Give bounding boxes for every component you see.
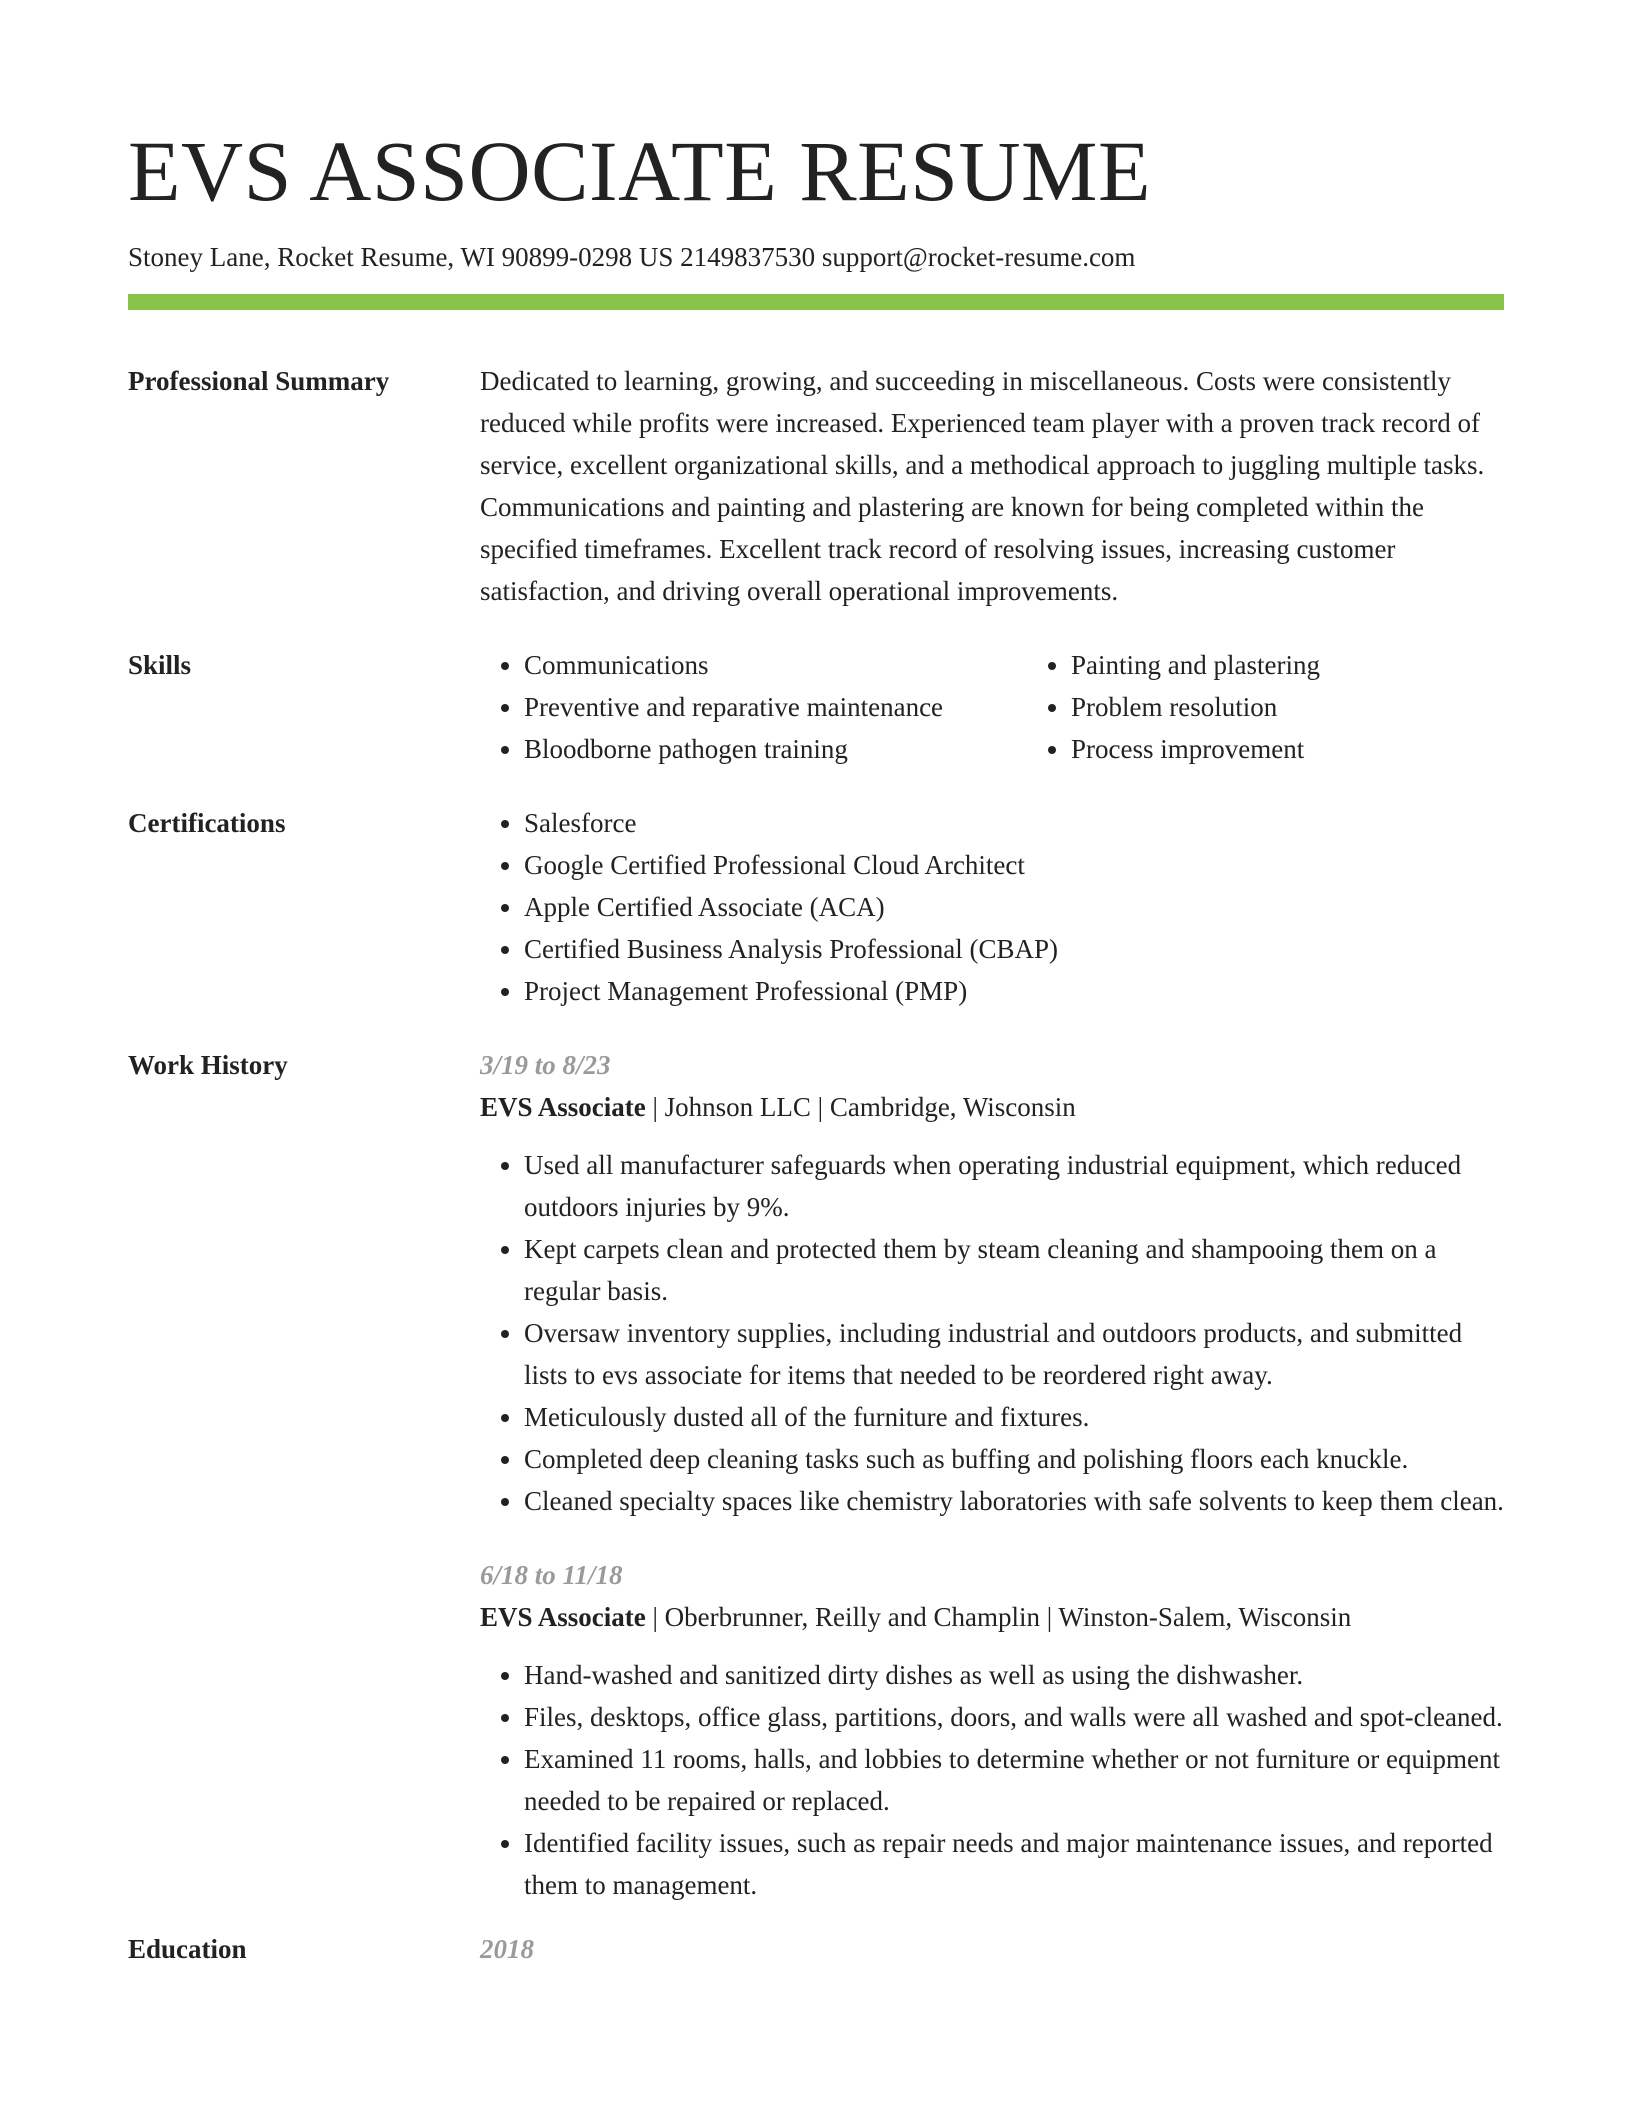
job-bullet: • Meticulously dusted all of the furniture and fixtures. [524, 1396, 1504, 1438]
job-title: EVS Associate [480, 1092, 646, 1122]
accent-divider [128, 294, 1504, 310]
skill-item: • Problem resolution [1071, 686, 1320, 728]
job-bullet: • Files, desktops, office glass, partitions, doors, and walls were all washed and spot-cleaned. [524, 1696, 1504, 1738]
certifications-list [480, 802, 1504, 1012]
work-history-section [128, 1044, 1504, 1906]
job-details: | Oberbrunner, Reilly and Champlin | Winston-Salem, Wisconsin [645, 1602, 1352, 1632]
certification-item: • Google Certified Professional Cloud Architect [524, 844, 1504, 886]
section-label-work-history: Work History [128, 1050, 288, 1080]
skills-list-left [480, 644, 1027, 770]
job-bullets [480, 1654, 1504, 1906]
job-entry [480, 1044, 1504, 1522]
skill-item: • Bloodborne pathogen training [524, 728, 1027, 770]
job-bullet: • Cleaned specialty spaces like chemistry laboratories with safe solvents to keep them clean. [524, 1480, 1504, 1522]
job-bullet: • Used all manufacturer safeguards when operating industrial equipment, which reduced outdoors injuries by 9%. [524, 1144, 1504, 1228]
skills-section [128, 644, 1504, 770]
resume-page [128, 0, 1504, 1970]
resume-title: EVS ASSOCIATE RESUME [128, 123, 1152, 219]
education-section [128, 1928, 1504, 1970]
section-label-certifications: Certifications [128, 808, 286, 838]
job-bullet: • Examined 11 rooms, halls, and lobbies to determine whether or not furniture or equipment needed to be repaired or replaced. [524, 1738, 1504, 1822]
job-details: | Johnson LLC | Cambridge, Wisconsin [645, 1092, 1076, 1122]
certification-item: • Project Management Professional (PMP) [524, 970, 1504, 1012]
skills-list-right [1027, 644, 1320, 770]
certification-item: • Certified Business Analysis Professional (CBAP) [524, 928, 1504, 970]
education-year: 2018 [480, 1934, 534, 1964]
section-label-education: Education [128, 1934, 247, 1964]
skill-item: • Painting and plastering [1071, 644, 1320, 686]
job-bullets [480, 1144, 1504, 1522]
certification-item: • Apple Certified Associate (ACA) [524, 886, 1504, 928]
section-label-skills: Skills [128, 650, 192, 680]
section-label-summary: Professional Summary [128, 366, 390, 396]
job-dates: 6/18 to 11/18 [480, 1560, 623, 1590]
job-title: EVS Associate [480, 1602, 646, 1632]
job-header [480, 1596, 1504, 1638]
certifications-section [128, 802, 1504, 1012]
job-bullet: • Identified facility issues, such as repair needs and major maintenance issues, and reported them to management. [524, 1822, 1504, 1906]
job-bullet: • Completed deep cleaning tasks such as buffing and polishing floors each knuckle. [524, 1438, 1504, 1480]
job-entry [480, 1554, 1504, 1906]
contact-line: Stoney Lane, Rocket Resume, WI 90899-0298 US 2149837530 support@rocket-resume.com [128, 242, 1136, 272]
job-bullet: • Oversaw inventory supplies, including industrial and outdoors products, and submitted lists to evs associate for items that needed to be reordered right away. [524, 1312, 1504, 1396]
certification-item: • Salesforce [524, 802, 1504, 844]
job-dates: 3/19 to 8/23 [480, 1050, 611, 1080]
skill-item: • Process improvement [1071, 728, 1320, 770]
skill-item: • Preventive and reparative maintenance [524, 686, 1027, 728]
summary-text: Dedicated to learning, growing, and succeeding in miscellaneous. Costs were consistently reduced while profits were increased. Experienced team player with a proven track record of service, excellent organizational skills, and a methodical approach to juggling multiple tasks. Communications and painting and plastering are known for being completed within the specified timeframes. Excellent track record of resolving issues, increasing customer satisfaction, and driving overall operational improvements. [480, 366, 1485, 606]
job-header [480, 1086, 1504, 1128]
skill-item: • Communications [524, 644, 1027, 686]
job-bullet: • Kept carpets clean and protected them by steam cleaning and shampooing them on a regular basis. [524, 1228, 1504, 1312]
summary-section [128, 360, 1504, 612]
job-bullet: • Hand-washed and sanitized dirty dishes as well as using the dishwasher. [524, 1654, 1504, 1696]
